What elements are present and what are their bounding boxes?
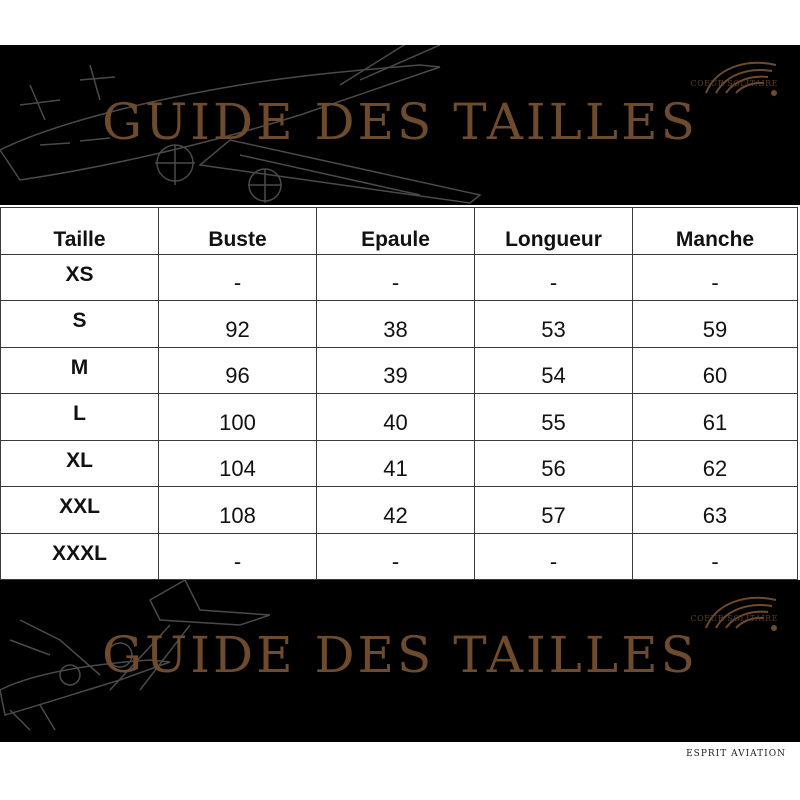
size-cell: XL: [1, 440, 159, 486]
epaule-cell: 41: [317, 440, 475, 486]
epaule-cell: -: [317, 533, 475, 579]
size-guide-title: GUIDE DES TAILLES: [102, 93, 698, 151]
epaule-cell: 39: [317, 347, 475, 393]
table-row: [1, 255, 798, 301]
column-header-manche: Manche: [633, 208, 798, 255]
brand-name: COEUR SOLITAIRE: [690, 79, 778, 88]
longueur-cell: 53: [475, 301, 633, 347]
top-banner: [0, 45, 800, 205]
buste-cell: 100: [159, 394, 317, 440]
size-cell: L: [1, 394, 159, 440]
longueur-cell: -: [475, 255, 633, 301]
buste-cell: -: [159, 255, 317, 301]
epaule-cell: -: [317, 255, 475, 301]
buste-cell: 96: [159, 347, 317, 393]
manche-cell: -: [633, 255, 798, 301]
epaule-cell: 38: [317, 301, 475, 347]
table-row: [1, 533, 798, 579]
size-cell: XXXL: [1, 533, 159, 579]
size-table: [0, 207, 798, 580]
size-guide-title-repeat: GUIDE DES TAILLES: [102, 626, 698, 684]
manche-cell: 59: [633, 301, 798, 347]
buste-cell: 92: [159, 301, 317, 347]
manche-cell: 61: [633, 394, 798, 440]
buste-cell: -: [159, 533, 317, 579]
brand-name: COEUR SOLITAIRE: [690, 614, 778, 623]
table-row: [1, 487, 798, 533]
table-row: [1, 301, 798, 347]
buste-cell: 104: [159, 440, 317, 486]
size-cell: XS: [1, 255, 159, 301]
epaule-cell: 42: [317, 487, 475, 533]
bottom-banner: [0, 580, 800, 742]
manche-cell: 60: [633, 347, 798, 393]
longueur-cell: 55: [475, 394, 633, 440]
column-header-epaule: Epaule: [317, 208, 475, 255]
size-cell: XXL: [1, 487, 159, 533]
manche-cell: 63: [633, 487, 798, 533]
table-row: [1, 347, 798, 393]
longueur-cell: 54: [475, 347, 633, 393]
column-header-longueur: Longueur: [475, 208, 633, 255]
size-cell: S: [1, 301, 159, 347]
longueur-cell: 57: [475, 487, 633, 533]
manche-cell: -: [633, 533, 798, 579]
footer-brand-name: ESPRIT AVIATION: [686, 749, 786, 759]
buste-cell: 108: [159, 487, 317, 533]
epaule-cell: 40: [317, 394, 475, 440]
size-cell: M: [1, 347, 159, 393]
column-header-taille: Taille: [1, 208, 159, 255]
table-row: [1, 394, 798, 440]
column-header-buste: Buste: [159, 208, 317, 255]
longueur-cell: -: [475, 533, 633, 579]
manche-cell: 62: [633, 440, 798, 486]
table-header-row: [1, 208, 798, 255]
table-row: [1, 440, 798, 486]
longueur-cell: 56: [475, 440, 633, 486]
